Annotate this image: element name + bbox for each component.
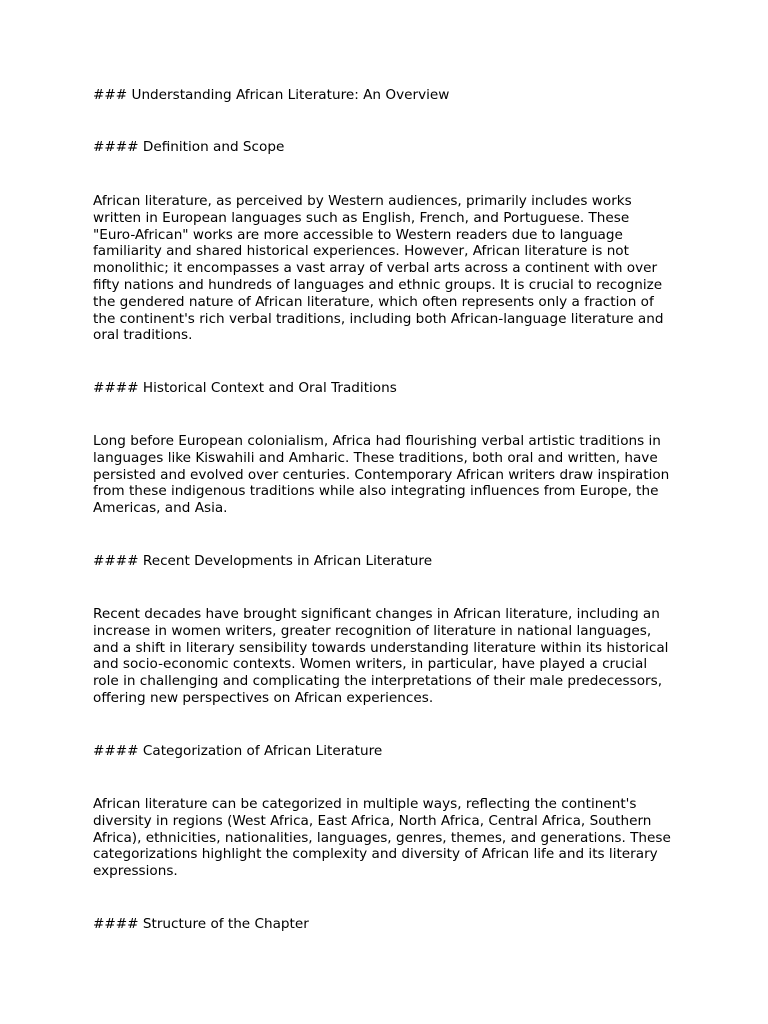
section-body-historical-context: Long before European colonialism, Africa had flourishing verbal artistic traditions in languages like Kiswahili and Amharic. These traditions, both oral and written, have persisted and evolved over centuries. Contemporary African writers draw inspiration from these indigenous traditions while also integrating influences from Europe, the Americas, and Asia. xyxy=(93,433,670,517)
section-heading-definition: #### Definition and Scope xyxy=(93,139,285,155)
section-heading-recent-developments: #### Recent Developments in African Literature xyxy=(93,553,433,569)
section-heading-structure: #### Structure of the Chapter xyxy=(93,916,309,932)
document-title: ### Understanding African Literature: An Overview xyxy=(93,87,450,103)
section-heading-historical-context: #### Historical Context and Oral Traditions xyxy=(93,380,397,396)
section-body-definition: African literature, as perceived by Western audiences, primarily includes works written in European languages such as English, French, and Portuguese. These "Euro-African" works are more accessible to Western readers due to language familiarity and shared historical experiences. However, African literature is not monolithic; it encompasses a vast array of verbal arts across a continent with over fifty nations and hundreds of languages and ethnic groups. It is crucial to recognize the gendered nature of African literature, which often represents only a fraction of the continent's rich verbal traditions, including both African-language literature and oral traditions. xyxy=(93,193,664,344)
section-heading-categorization: #### Categorization of African Literature xyxy=(93,743,383,759)
section-body-recent-developments: Recent decades have brought significant changes in African literature, including an increase in women writers, greater recognition of literature in national languages, and a shift in literary sensibility towards understanding literature within its historical and socio-economic contexts. Women writers, in particular, have played a crucial role in challenging and complicating the interpretations of their male predecessors, offering new perspectives on African experiences. xyxy=(93,606,669,706)
section-body-categorization: African literature can be categorized in multiple ways, reflecting the continent's diversity in regions (West Africa, East Africa, North Africa, Central Africa, Southern Africa), ethnicities, nationalities, languages, genres, themes, and generations. These categorizations highlight the complexity and diversity of African life and its literary expressions. xyxy=(93,796,671,880)
